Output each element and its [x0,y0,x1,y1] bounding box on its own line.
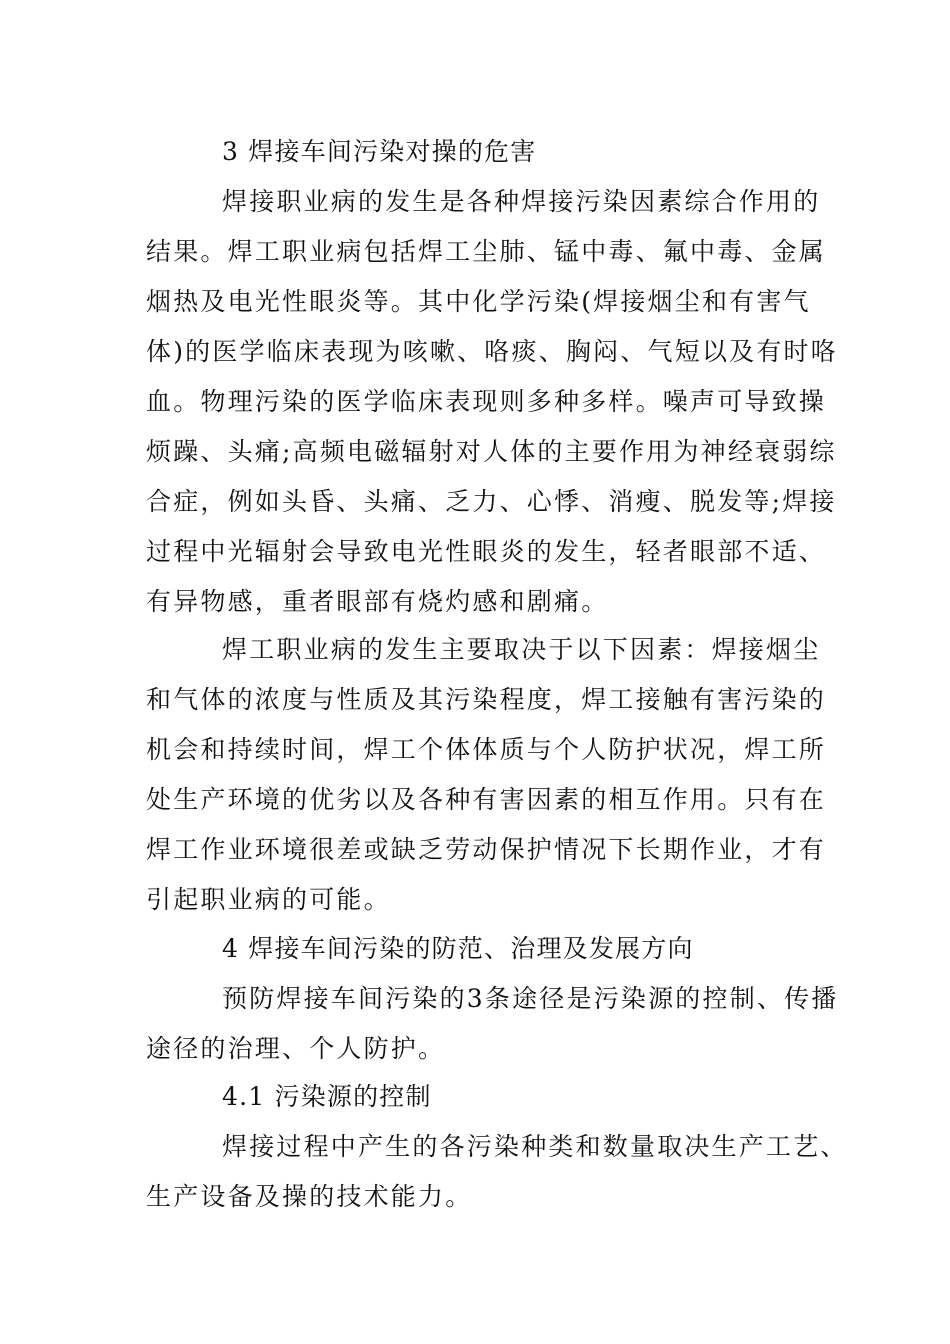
paragraph-line: 焊工作业环境很差或缺乏劳动保护情况下长期作业，才有 [146,835,827,864]
paragraph-line: 焊工职业病的发生主要取决于以下因素：焊接烟尘 [222,635,821,664]
paragraph-line: 血。物理污染的医学临床表现则多种多样。噪声可导致操 [146,387,827,416]
paragraph-line: 过程中光辐射会导致电光性眼炎的发生，轻者眼部不适、 [146,537,827,566]
paragraph-line: 体)的医学临床表现为咳嗽、咯痰、胸闷、气短以及有时咯 [146,337,838,366]
paragraph-line: 预防焊接车间污染的3条途径是污染源的控制、传播 [222,984,839,1013]
section-4-heading: 4 焊接车间污染的防范、治理及发展方向 [222,934,694,963]
paragraph-line: 结果。焊工职业病包括焊工尘肺、锰中毒、氟中毒、金属 [146,237,827,266]
paragraph-line: 有异物感，重者眼部有烧灼感和剧痛。 [146,587,609,616]
paragraph-line: 途径的治理、个人防护。 [146,1034,446,1063]
section-3-heading: 3 焊接车间污染对操的危害 [222,137,537,166]
paragraph-line: 焊接过程中产生的各污染种类和数量取决生产工艺、 [222,1132,848,1161]
paragraph-line: 处生产环境的优劣以及各种有害因素的相互作用。只有在 [146,785,827,814]
paragraph-line: 和气体的浓度与性质及其污染程度，焊工接触有害污染的 [146,685,827,714]
paragraph-line: 机会和持续时间，焊工个体体质与个人防护状况，焊工所 [146,735,827,764]
paragraph-line: 合症，例如头昏、头痛、乏力、心悸、消瘦、脱发等;焊接 [146,487,837,516]
paragraph-line: 焊接职业病的发生是各种焊接污染因素综合作用的 [222,187,821,216]
section-4-1-heading: 4.1 污染源的控制 [222,1082,432,1111]
paragraph-line: 生产设备及操的技术能力。 [146,1182,473,1211]
paragraph-line: 引起职业病的可能。 [146,885,391,914]
paragraph-line: 烦躁、头痛;高频电磁辐射对人体的主要作用为神经衰弱综 [146,437,837,466]
paragraph-line: 烟热及电光性眼炎等。其中化学污染(焊接烟尘和有害气 [146,287,811,316]
